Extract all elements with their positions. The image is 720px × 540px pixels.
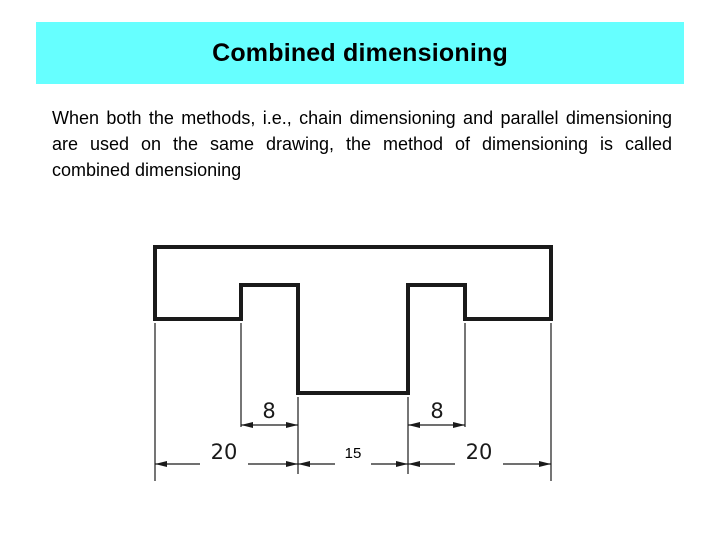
body-paragraph: When both the methods, i.e., chain dimensioning and parallel dimensioning are used on the same drawing, the method of dimensioning is called combined dimensioning <box>52 108 672 180</box>
slide-title: Combined dimensioning <box>212 38 508 67</box>
dimension-label-middle-span: 15 <box>344 445 362 462</box>
dimension-label-chain-right: 8 <box>430 399 444 423</box>
dimension-label-left-span: 20 <box>210 440 238 464</box>
dimension-label-right-span: 20 <box>465 440 493 464</box>
part-outline <box>155 247 551 393</box>
dimension-label-chain-left: 8 <box>262 399 276 423</box>
